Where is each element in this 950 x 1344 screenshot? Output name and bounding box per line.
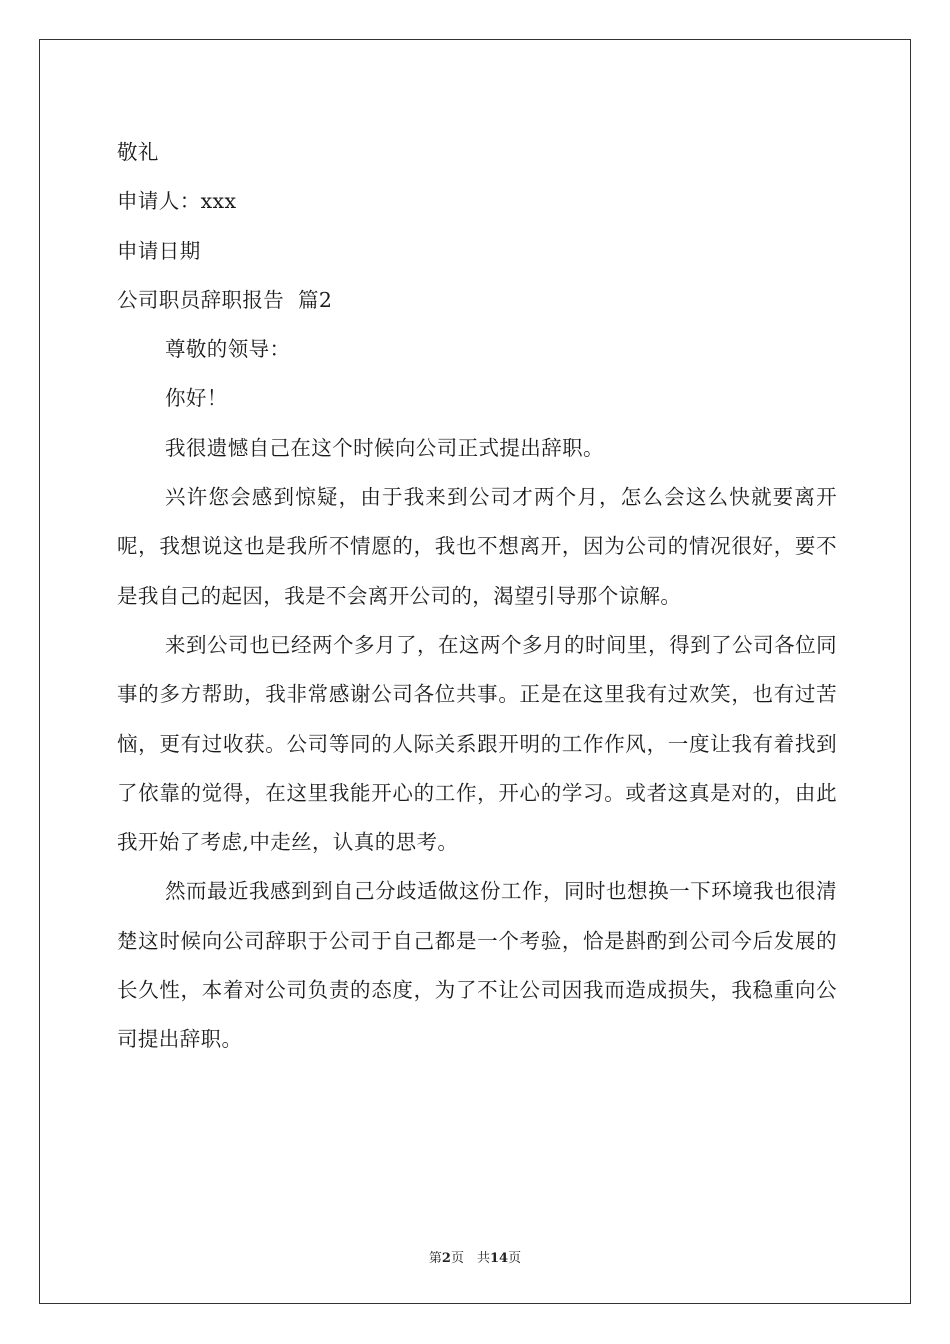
greeting: 尊敬的领导： xyxy=(165,337,291,362)
paragraph: 来到公司也已经两个多月了，在这两个多月的时间里，得到了公司各位同事的多方帮助，我非常感谢公司各位共事。正是在这里我有过欢笑，也有过苦恼，更有过收获。公司等同的人际关系跟开明的工作作风，一度让我有着找到了依靠的觉得，在这里我能开心的工作，开心的学习。或者这真是对的，由此我开始了考虑,中走丝，认真的思考。 xyxy=(117,632,837,855)
footer-suffix: 页 xyxy=(508,1251,522,1266)
paragraph: 兴许您会感到惊疑，由于我来到公司才两个月，怎么会这么快就要离开呢，我想说这也是我所不情愿的，我也不想离开，因为公司的情况很好，要不是我自己的起因，我是不会离开公司的，渴望引导那个谅解。 xyxy=(117,485,837,608)
applicant-line: 申请人：xxx xyxy=(117,189,237,214)
total-page-count: 14 xyxy=(489,1251,509,1266)
page-footer xyxy=(0,1247,950,1266)
paragraph: 然而最近我感到到自己分歧适做这份工作，同时也想换一下环境我也很清楚这时候向公司辞职于公司于自己都是一个考验，恰是斟酌到公司今后发展的长久性，本着对公司负责的态度，为了不让公司因我而造成损失，我稳重向公司提出辞职。 xyxy=(117,879,837,1052)
document-body xyxy=(117,128,837,1065)
date-line: 申请日期 xyxy=(117,238,201,263)
hello-line: 你好！ xyxy=(165,386,228,411)
section-title: 公司职员辞职报告 篇2 xyxy=(117,287,333,312)
footer-prefix: 第 xyxy=(428,1251,442,1266)
current-page-number: 2 xyxy=(441,1251,451,1266)
paragraph: 我很遗憾自己在这个时候向公司正式提出辞职。 xyxy=(165,435,604,460)
footer-mid: 页 共 xyxy=(450,1251,490,1266)
closing-salute: 敬礼 xyxy=(117,140,159,164)
